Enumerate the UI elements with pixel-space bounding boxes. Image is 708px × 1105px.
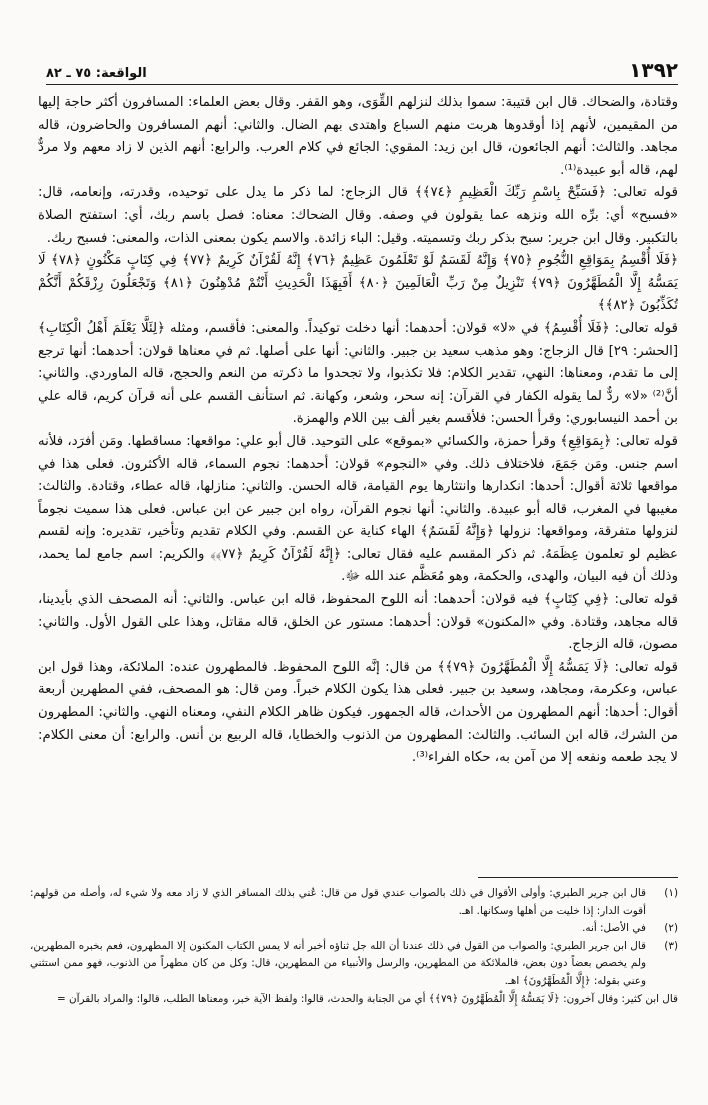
page-header [46, 58, 678, 85]
footnote [30, 885, 678, 920]
footnote-number: (١) [664, 887, 678, 899]
paragraph: قوله تعالى: ﴿فَلَا أُقْسِمُ﴾ في «لا» قولان: أحدهما: أنها دخلت توكيداً. والمعنى: فأقسم، ومثله ﴿لِئَلَّا يَعْلَمَ أَهْلُ الْكِتَابِ﴾ [الحشر: ٢٩] قال الزجاج: وهو مذهب سعيد بن جبير. والثاني: أنها على أصلها. ثم في معناها قولان: أحدهما: أنها ترجع إلى ما تقدم، ومعناها: النهي، تقدير الكلام: فلا تكذبوا، ولا تجحدوا ما ذكرته من النعم والحجج، قاله الماوردي. والثاني: أنَّ⁽²⁾ «لا» ردٌّ لما يقوله الكفار في القرآن: إنه سحر، وشعر، وكهانة. ثم استأنف القسم على أنه قرآن كريم، قاله علي بن أحمد النيسابوري: وقرأ الحسن: فلأقسم بغير ألف بين اللام والهمزة. [38, 320, 678, 427]
quran-verses: ﴿فَلَا أُقْسِمُ بِمَوَاقِعِ النُّجُومِ ﴿٧٥﴾ وَإِنَّهُ لَقَسَمٌ لَوْ تَعْلَمُونَ عَظِيمٌ ﴿٧٦﴾ إِنَّهُ لَقُرْآنٌ كَرِيمٌ ﴿٧٧﴾ فِي كِتَابٍ مَكْنُونٍ ﴿٧٨﴾ لَا يَمَسُّهُ إِلَّا الْمُطَهَّرُونَ ﴿٧٩﴾ تَنْزِيلٌ مِنْ رَبِّ الْعَالَمِينَ ﴿٨٠﴾ أَفَبِهَذَا الْحَدِيثِ أَنْتُمْ مُدْهِنُونَ ﴿٨١﴾ وَتَجْعَلُونَ رِزْقَكُمْ أَنَّكُمْ تُكَذِّبُونَ ﴿٨٢﴾﴾ [38, 253, 678, 314]
footnote-number: (٢) [664, 922, 678, 935]
paragraph: قوله تعالى: ﴿بِمَوَاقِعِ﴾ وقرأ حمزة، والكسائي «بموقع» على التوحيد. قال أبو علي: مواقعها: مساقطها. ومَن أفرَد، فلأنه اسم جنس. ومَن جَمَعَ، فلاختلاف ذلك. وفي «النجوم» قولان: أحدهما: نجوم السماء، قاله الأكثرون. فعلى هذا في مواقعها ثلاثة أقوال: أحدها: انكدارها وانتثارها يوم القيامة، قاله الحسن. والثاني: منازلها، قاله عطاء، وقتادة. والثالث: مغيبها في المغرب، قاله أبو عبيدة. والثاني: أنها نجوم القرآن، رواه ابن جبير عن ابن عباس. فعلى هذا سميت نجوماً لنزولها متفرقة، ومواقعها: نزولها ﴿وَإِنَّهُ لَقَسَمٌ﴾ الهاء كناية عن القسم. وفي الكلام تقديم وتأخير، تقديره: وإنه لقسم عظيم لو تعلمون عِظَمَهُ. ثم ذكر المقسم عليه فقال تعالى: ﴿إِنَّهُ لَقُرْآنٌ كَرِيمٌ ﴿٧٧﴾﴾ والكريم: اسم جامع لما يحمد، وذلك أن فيه البيان، والهدى، والحكمة، وهو مُعَظَّم عند الله ﷻ. [38, 433, 678, 585]
footnote-text: قال ابن جرير الطبري: وأولى الأقوال في ذلك بالصواب عندي قول من قال: عُني بذلك المسافر الذي لا زاد معه ولا شيء له، وأصله من قولهم: أقوت الدار: إذا خليت من أهلها وسكانها. اهـ. [30, 887, 646, 917]
paragraph: قوله تعالى: ﴿فِي كِتَابٍ﴾ فيه قولان: أحدهما: أنه اللوح المحفوظ، قاله ابن عباس. والثاني: أنه المصحف الذي بأيدينا، قاله مجاهد، وقتادة. وفي «المكنون» قولان: أحدهما: مستور عن الخلق، قاله مقاتل، وهذا على القول الأول. والثاني: مصون، قاله الزجاج. [38, 592, 678, 653]
surah-reference: الواقعة: ٧٥ ـ ٨٢ [46, 66, 147, 81]
footnote [30, 938, 678, 991]
paragraph: قوله تعالى: ﴿لَا يَمَسُّهُ إِلَّا الْمُطَهَّرُونَ ﴿٧٩﴾﴾ من قال: إنَّه اللوح المحفوظ. فالمطهرون عنده: الملائكة، وهذا قول ابن عباس، وعكرمة، ومجاهد، وسعيد بن جبير. فعلى هذا يكون الكلام خبراً. ومن قال: هو المصحف، ففي المطهرين أربعة أقوال: أحدها: أنهم المطهرون من الأحداث، قاله الجمهور. فيكون ظاهر الكلام النفي، ومعناه النهي. والثاني: المطهرون من الشرك، قاله ابن السائب. والثالث: المطهرون من الذنوب والخطايا، قاله الربيع بن أنس. والرابع: أن معنى الكلام: لا يجد طعمه ونفعه إلا من آمن به، حكاه الفراء⁽³⁾. [38, 659, 678, 766]
footnote-number: (٣) [664, 939, 678, 952]
paragraph: قوله تعالى: ﴿فَسَبِّحْ بِاسْمِ رَبِّكَ الْعَظِيمِ ﴿٧٤﴾﴾ قال الزجاج: لما ذكر ما يدل على توحيده، وقدرته، وإنعامه، قال: «فسبح» أي: برِّه الله ونزهه عما يقولون في وصفه. وقال الضحاك: معناه: فصل باسم ربك، أي: استفتح الصلاة بالتكبير. وقال ابن جرير: سبح بذكر ربك وتسميته. وقيل: الباء زائدة. والاسم يكون بمعنى الذات، والمعنى: فسبح ربك. [38, 185, 678, 246]
footnote [30, 920, 678, 938]
paragraph: وقتادة، والضحاك. قال ابن قتيبة: سموا بذلك لنزلهم القِّوَى، وهو القفر. وقال بعض العلماء: المسافرون أكثر حاجة إليها من المقيمين، لأنهم إذا أوقدوها هربت منهم السباع واهتدى بهم الضال. والثاني: أنهم المسافرون والحاضرون، قاله مجاهد. والثالث: أنهم الجائعون، قال ابن زيد: المقوي: الجائع في كلام العرب. والرابع: أنهم الذين لا زاد معهم ولا مردٌّ لهم، قاله أبو عبيدة⁽¹⁾. [38, 95, 678, 178]
footnote-continuation: قال ابن كثير: وقال آخرون: ﴿لَا يَمَسُّهُ إِلَّا الْمُطَهَّرُونَ ﴿٧٩﴾﴾ أي من الجنابة والحدث، قالوا: ولفظ الآية خبر، ومعناها الطلب، قالوا: والمراد بالقرآن = [56, 992, 678, 1005]
page-number: ١٣٩٢ [629, 58, 678, 82]
footnote-text: قال ابن جرير الطبري: والصواب من القول في ذلك عندنا أن الله جل ثناؤه أخبر أنه لا يمس الكتاب المكنون إلا المطهرون، فعم بخبره المطهرين، ولم يخصص بعضاً دون بعض، فالملائكة من المطهرين، والرسل والأنبياء من المطهرين، قال: وكل من كان مطهراً من الذنوب، فهو ممن استثني وعني بقوله: ﴿إِلَّا الْمُطَهَّرُونَ﴾ اهـ. [30, 939, 646, 987]
footnote-divider [478, 877, 678, 878]
main-text [38, 92, 678, 862]
footnote-text: في الأصل: أنه. [582, 922, 646, 935]
footnotes [30, 885, 678, 1097]
